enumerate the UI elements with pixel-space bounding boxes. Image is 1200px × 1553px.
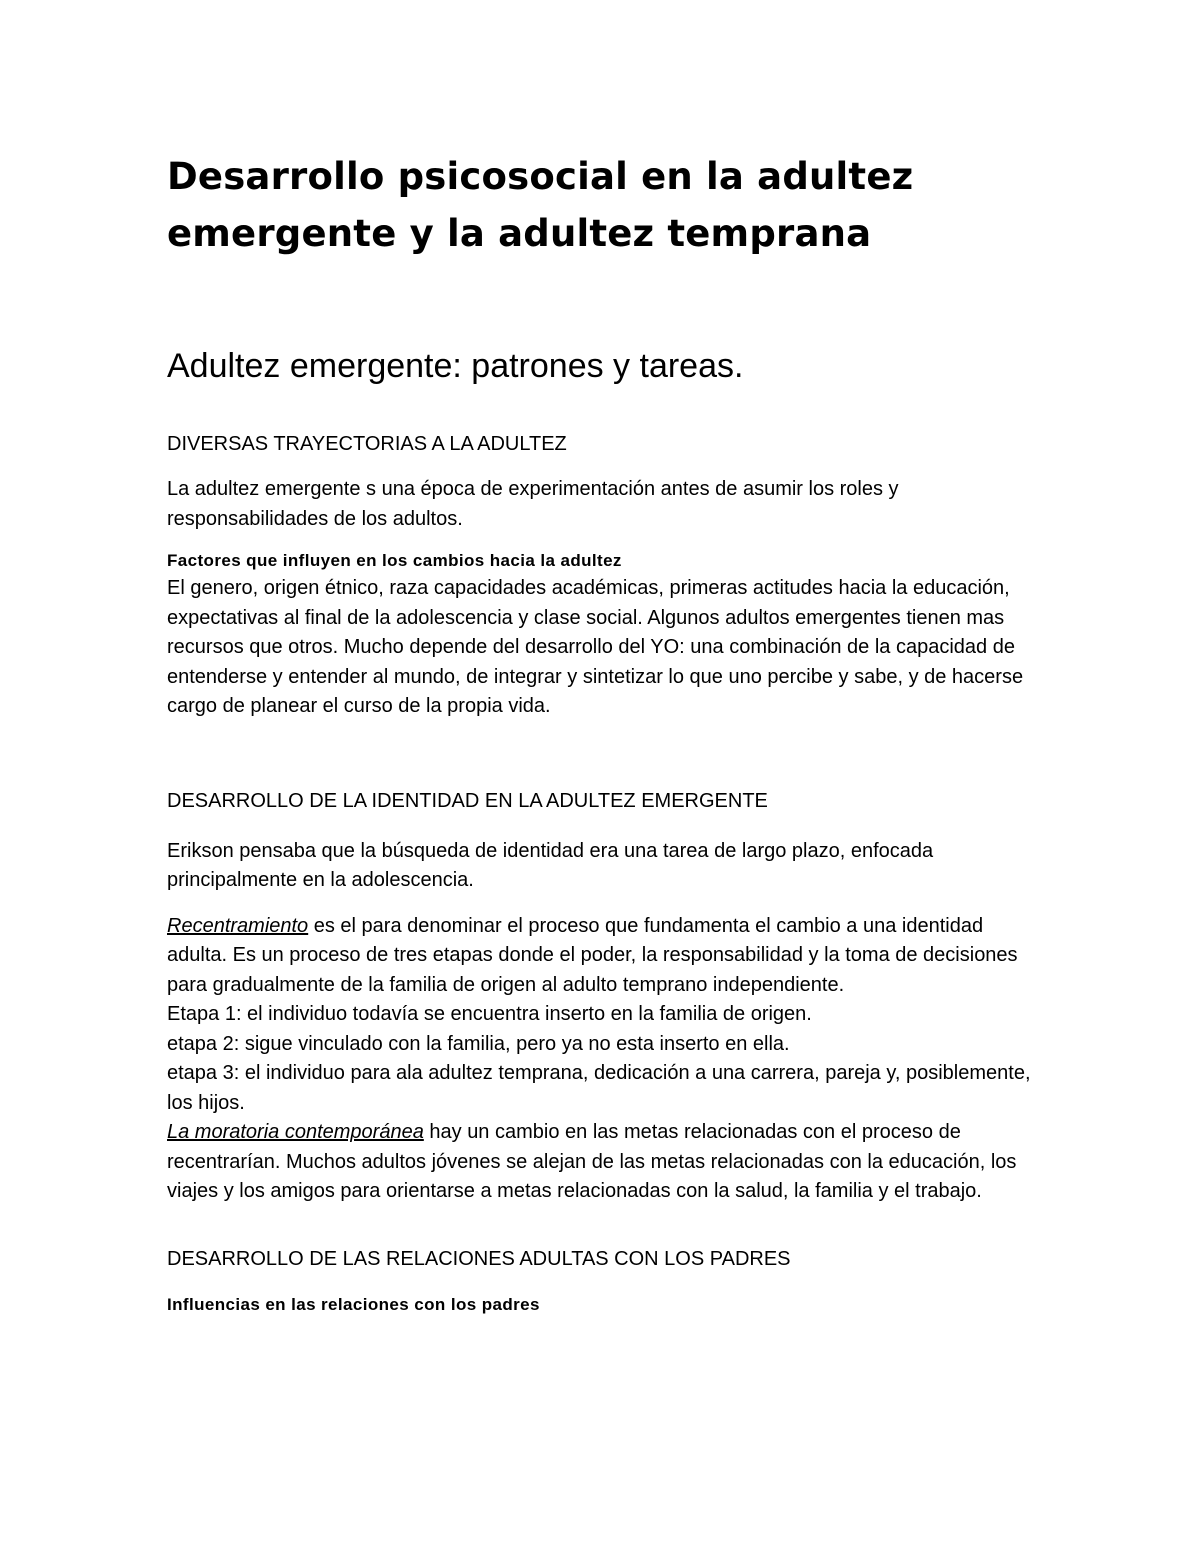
subheading-factores: Factores que influyen en los cambios hacia la adultez bbox=[167, 551, 622, 570]
moratoria-definition: hay un cambio en las metas relacionadas con el proceso de recentrarían. Muchos adultos jóvenes se alejan de las metas relacionadas con la educación, los viajes y los amigos para orientarse a metas relacionadas con la salud, la familia y el trabajo. bbox=[167, 1121, 1017, 1202]
subheading-influencias: Influencias en las relaciones con los padres bbox=[167, 1294, 540, 1314]
stage-2: etapa 2: sigue vinculado con la familia, pero ya no esta inserto en ella. bbox=[167, 1032, 790, 1055]
section-heading-trayectorias: DIVERSAS TRAYECTORIAS A LA ADULTEZ bbox=[167, 433, 567, 455]
paragraph-recentramiento bbox=[167, 912, 1047, 1001]
recentramiento-definition: es el para denominar el proceso que fundamenta el cambio a una identidad adulta. Es un proceso de tres etapas donde el poder, la responsabilidad y la toma de decisiones para gradualmente de la familia de origen al adulto temprano independiente. bbox=[167, 914, 1018, 996]
paragraph-moratoria bbox=[167, 1118, 1047, 1207]
term-moratoria: La moratoria contemporánea bbox=[167, 1121, 424, 1143]
section-heading-identidad: DESARROLLO DE LA IDENTIDAD EN LA ADULTEZ EMERGENTE bbox=[167, 789, 768, 812]
document-title: Desarrollo psicosocial en la adultez emergente y la adultez temprana bbox=[167, 155, 914, 255]
stage-1: Etapa 1: el individuo todavía se encuentra inserto en la familia de origen. bbox=[167, 1003, 812, 1025]
paragraph-factores: El genero, origen étnico, raza capacidades académicas, primeras actitudes hacia la educación, expectativas al final de la adolescencia y clase social. Algunos adultos emergentes tienen mas recursos que otros. Mucho depende del desarrollo del YO: una combinación de la capacidad de entenderse y entender al mundo, de integrar y sintetizar lo que uno percibe y sabe, y de hacerse cargo de planear el curso de la propia vida. bbox=[167, 577, 1024, 717]
paragraph-erikson: Erikson pensaba que la búsqueda de identidad era una tarea de largo plazo, enfocada principalmente en la adolescencia. bbox=[167, 839, 934, 891]
stage-3: etapa 3: el individuo para ala adultez temprana, dedicación a una carrera, pareja y, posiblemente, los hijos. bbox=[167, 1062, 1031, 1114]
subtitle: Adultez emergente: patrones y tareas. bbox=[167, 347, 744, 385]
document-page bbox=[167, 148, 1047, 1318]
term-recentramiento: Recentramiento bbox=[167, 914, 309, 937]
section-heading-relaciones: DESARROLLO DE LAS RELACIONES ADULTAS CON LOS PADRES bbox=[167, 1247, 791, 1270]
paragraph-adultez-emergente: La adultez emergente s una época de experimentación antes de asumir los roles y responsabilidades de los adultos. bbox=[167, 478, 899, 530]
